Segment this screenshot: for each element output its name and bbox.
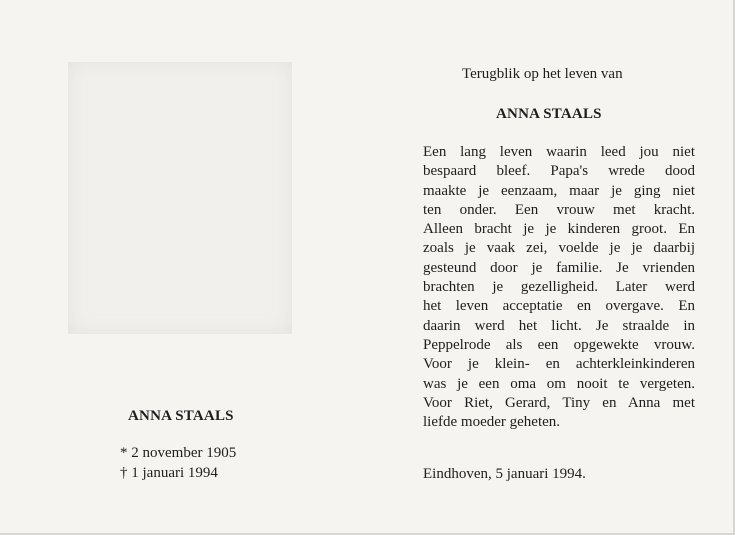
left-name: ANNA STAALS bbox=[128, 408, 234, 424]
poem-line: maakte je eenzaam, maar je ging niet bbox=[423, 182, 695, 199]
poem-line: gesteund door je familie. Je vrienden bbox=[423, 259, 695, 276]
poem-line: ten onder. Een vrouw met kracht. bbox=[423, 201, 695, 218]
poem-line: liefde moeder geheten. bbox=[423, 414, 561, 431]
right-name: ANNA STAALS bbox=[496, 106, 602, 122]
place-date: Eindhoven, 5 januari 1994. bbox=[423, 466, 586, 482]
poem-line: Een lang leven waarin leed jou niet bbox=[423, 144, 695, 160]
poem-line: zoals je vaak zei, voelde je je daarbij bbox=[423, 240, 695, 257]
poem-line: was je een oma om nooit te vergeten. bbox=[423, 375, 695, 392]
poem-line: Voor je klein- en achterkleinkinderen bbox=[423, 356, 695, 373]
poem-line: het leven acceptatie en overgave. En bbox=[423, 298, 695, 315]
photo-placeholder bbox=[68, 62, 292, 334]
poem-line: Voor Riet, Gerard, Tiny en Anna met bbox=[423, 394, 695, 411]
life-dates bbox=[120, 443, 236, 483]
poem-line: daarin werd het licht. Je straalde in bbox=[423, 317, 695, 334]
poem-line: brachten je gezelligheid. Later werd bbox=[423, 279, 695, 296]
poem-line: Alleen bracht je je kinderen groot. En bbox=[423, 221, 695, 238]
birth-date: * 2 november 1905 bbox=[120, 445, 237, 461]
intro-text: Terugblik op het leven van bbox=[462, 66, 623, 82]
memorial-poem bbox=[423, 143, 695, 432]
death-date: † 1 januari 1994 bbox=[120, 465, 218, 481]
poem-line: bespaard bleef. Papa's wrede dood bbox=[423, 163, 695, 180]
poem-line: Peppelrode als een opgewekte vrouw. bbox=[423, 336, 695, 353]
